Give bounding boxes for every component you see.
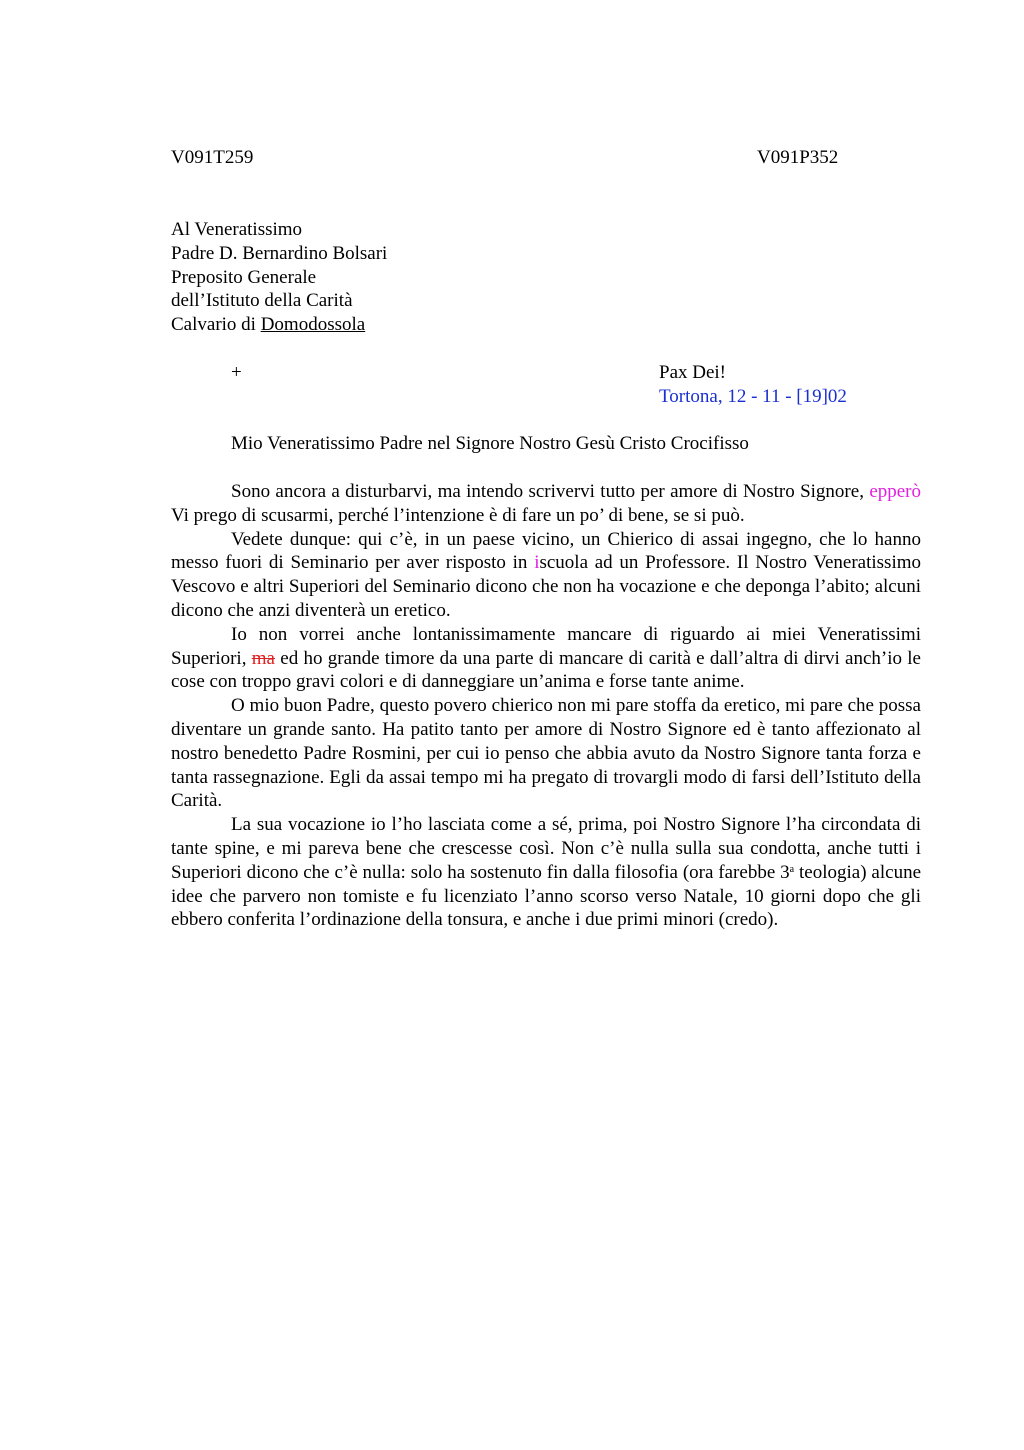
paragraph: O mio buon Padre, questo povero chierico non mi pare stoffa da eretico, mi pare che possa diventare un grande santo. Ha patito tanto per amore di Nostro Signore ed è tanto affezionato al nostro benedetto Padre Rosmini, per cui io penso che abbia avuto da Nostro Signore tanta forza e tanta rassegnazione. Egli da assai tempo mi ha pregato di trovargli modo di farsi dell’Istituto della Carità. — [171, 695, 921, 812]
dateline — [659, 361, 847, 409]
editorial-insertion: i — [534, 552, 540, 574]
ordinal-superscript: a — [789, 863, 795, 875]
salutation: Mio Veneratissimo Padre nel Signore Nostro Gesù Cristo Crocifisso — [231, 433, 749, 454]
address-place: Domodossola — [260, 314, 366, 336]
address-line — [171, 313, 387, 337]
paragraph-text: scuola ad un Professore. Il Nostro Veneratissimo Vescovo e altri Superiori del Seminario dicono che non ha vocazione e che deponga l’abito; alcuni dicono che anzi diventerà un eretico. — [171, 552, 921, 621]
paragraph — [171, 623, 921, 694]
paragraph-text: Vedete dunque: qui c’è, in un paese vicino, un Chierico di assai ingegno, che lo hanno messo fuori di Seminario per aver risposto in — [171, 528, 921, 574]
address-line: Preposito Generale — [171, 266, 317, 288]
date-place: Tortona, 12 - 11 - [19]02 — [659, 386, 847, 407]
paragraph-text: teologia) alcune idee che parvero non tomiste e fu licenziato l’anno scorso verso Natale, 10 giorni dopo che gli ebbero conferita l’ordinazione della tonsura, e anche i due primi minori (credo). — [171, 861, 922, 931]
address-line: dell’Istituto della Carità — [171, 290, 353, 312]
recipient-address — [171, 218, 387, 337]
paragraph-text: La sua vocazione io l’ho lasciata come a sé, prima, poi Nostro Signore l’ha circondata di tante spine, e mi pareva bene che crescesse così. Non c’è nulla sulla sua condotta, anche tutti i Superiori dicono che c’è nulla: solo ha sostenuto fin dalla filosofia (ora farebbe 3 — [171, 814, 921, 883]
cross-symbol: + — [231, 362, 242, 383]
paragraph-text: Vi prego di scusarmi, perché l’intenzione è di fare un po’ di bene, se si può. — [171, 504, 745, 526]
document-ref-right: V091P352 — [757, 147, 839, 168]
paragraph — [171, 528, 921, 623]
paragraph-text: ed ho grande timore da una parte di mancare di carità e dall’altra di dirvi anch’io le cose con troppo gravi colori e di danneggiare un’anima e forse tante anime. — [171, 647, 921, 693]
paragraph — [171, 480, 921, 528]
address-line: Al Veneratissimo — [171, 219, 303, 240]
address-line: Padre D. Bernardino Bolsari — [171, 242, 388, 264]
paragraph-text: Sono ancora a disturbarvi, ma intendo scrivervi tutto per amore di Nostro Signore, — [231, 481, 864, 502]
document-ref-left: V091T259 — [171, 147, 254, 168]
paragraph — [171, 813, 921, 932]
greeting: Pax Dei! — [659, 362, 727, 383]
editorial-deletion: ma — [251, 647, 275, 669]
paragraph-text: Io non vorrei anche lontanissimamente mancare di riguardo ai miei Veneratissimi Superiori, — [171, 623, 921, 669]
letter-body — [171, 480, 921, 932]
address-prefix: Calvario di — [171, 314, 261, 336]
editorial-insertion: epperò — [869, 481, 922, 502]
